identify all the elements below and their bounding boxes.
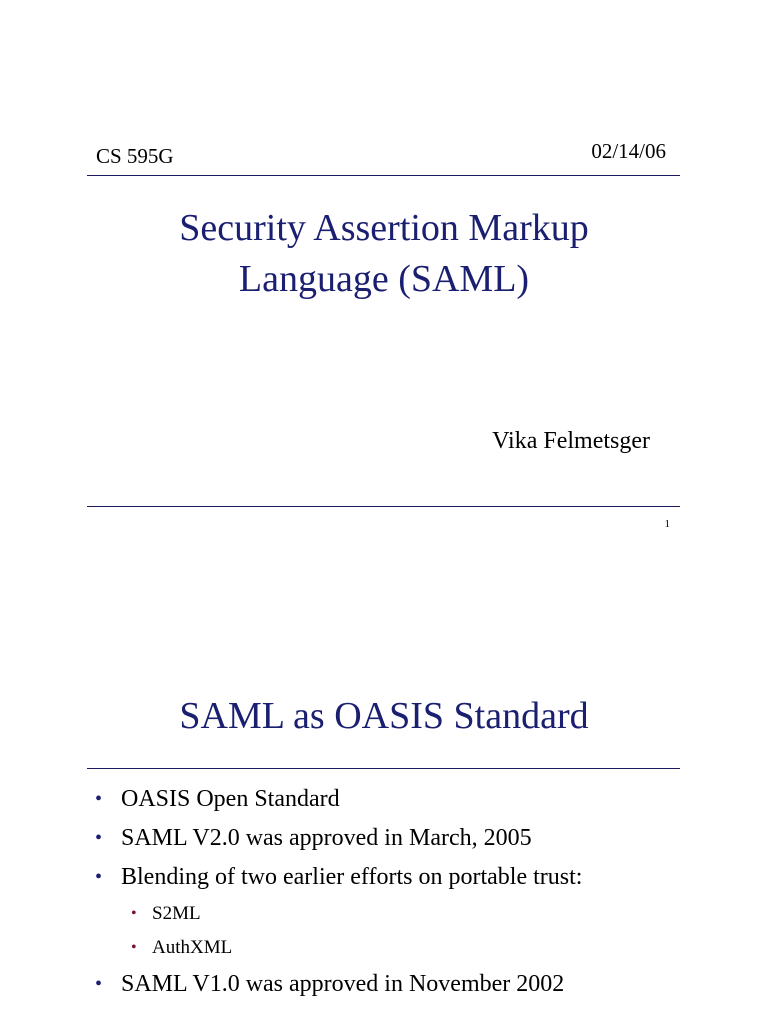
bullet-icon: • bbox=[95, 827, 103, 849]
list-item-text: SAML V2.0 was approved in March, 2005 bbox=[121, 825, 532, 851]
slide-title: SAML as OASIS Standard bbox=[179, 695, 589, 737]
title-line-1: Security Assertion Markup bbox=[179, 207, 589, 249]
slide-2 bbox=[0, 540, 768, 1024]
bullet-icon: • bbox=[95, 866, 103, 888]
sub-list-item-text: AuthXML bbox=[152, 937, 233, 958]
title-divider bbox=[87, 768, 680, 769]
page-number: 1 bbox=[664, 518, 670, 530]
sub-list-item bbox=[0, 931, 768, 965]
list-item-text: SAML V1.0 was approved in November 2002 bbox=[121, 971, 565, 997]
sub-list-item bbox=[0, 897, 768, 931]
list-item bbox=[0, 780, 768, 819]
date-label: 02/14/06 bbox=[591, 139, 666, 163]
list-item-text: OASIS Open Standard bbox=[121, 786, 340, 812]
list-item-text: Blending of two earlier efforts on portable trust: bbox=[121, 864, 583, 890]
list-item bbox=[0, 965, 768, 1004]
bullet-icon: • bbox=[95, 973, 103, 995]
author-name: Vika Felmetsger bbox=[492, 428, 650, 454]
list-item bbox=[0, 858, 768, 897]
bullet-icon: • bbox=[95, 788, 103, 810]
course-label: CS 595G bbox=[96, 144, 174, 168]
footer-divider bbox=[87, 506, 680, 507]
sub-bullet-icon: • bbox=[131, 905, 137, 922]
list-item bbox=[0, 819, 768, 858]
slide-title bbox=[0, 203, 768, 305]
sub-list-item-text: S2ML bbox=[152, 903, 201, 924]
sub-bullet-icon: • bbox=[131, 939, 137, 956]
header-divider bbox=[87, 175, 680, 176]
bullet-list bbox=[0, 780, 768, 1004]
title-line-2: Language (SAML) bbox=[238, 258, 530, 300]
